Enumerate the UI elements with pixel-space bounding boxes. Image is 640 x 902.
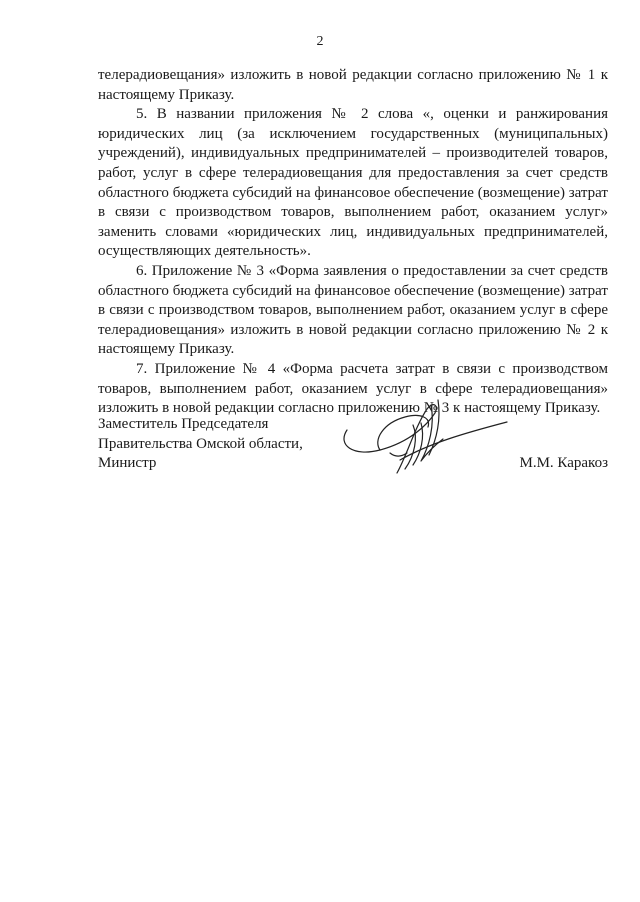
signature-strokes <box>344 400 507 473</box>
paragraph-item-7: 7. Приложение № 4 «Форма расчета затрат в связи с производством товаров, выполнением работ, оказанием услуг в сфере телерадиовещания» изложить в новой редакции согласно приложению № 3 к настоящему Приказу. <box>98 360 608 417</box>
handwritten-signature <box>335 395 510 480</box>
paragraph-continuation: телерадиовещания» изложить в новой редакции согласно приложению № 1 к настоящему Приказу. <box>98 67 608 103</box>
paragraph-item-6: 6. Приложение № 3 «Форма заявления о предоставлении за счет средств областного бюджета субсидий на финансовое обеспечение (возмещение) затрат в связи с производством товаров, выполнением работ, оказанием услуг в сфере телерадиовещания» изложить в новой редакции согласно приложению № 2 к настоящему Приказу. <box>98 262 608 358</box>
signer-title-line: Заместитель Председателя <box>98 416 269 432</box>
document-body <box>98 66 608 419</box>
paragraph-item-5: 5. В названии приложения № 2 слова «, оценки и ранжирования юридических лиц (за исключением государственных (муниципальных) учреждений), индивидуальных предпринимателей – производителей товаров, работ, услуг в сфере телерадиовещания для предоставления за счет средств областного бюджета субсидий на финансовое обеспечение (возмещение) затрат в связи с производством товаров, выполнением работ, оказанием услуг» заменить словами «юридических лиц, индивидуальных предпринимателей, осуществляющих деятельность». <box>98 106 608 260</box>
signer-title <box>98 415 338 474</box>
signer-title-line: Министр <box>98 455 157 472</box>
page-number: 2 <box>316 34 324 49</box>
signer-title-line: Правительства Омской области, <box>98 435 303 452</box>
signer-name: М.М. Каракоз <box>519 455 608 471</box>
